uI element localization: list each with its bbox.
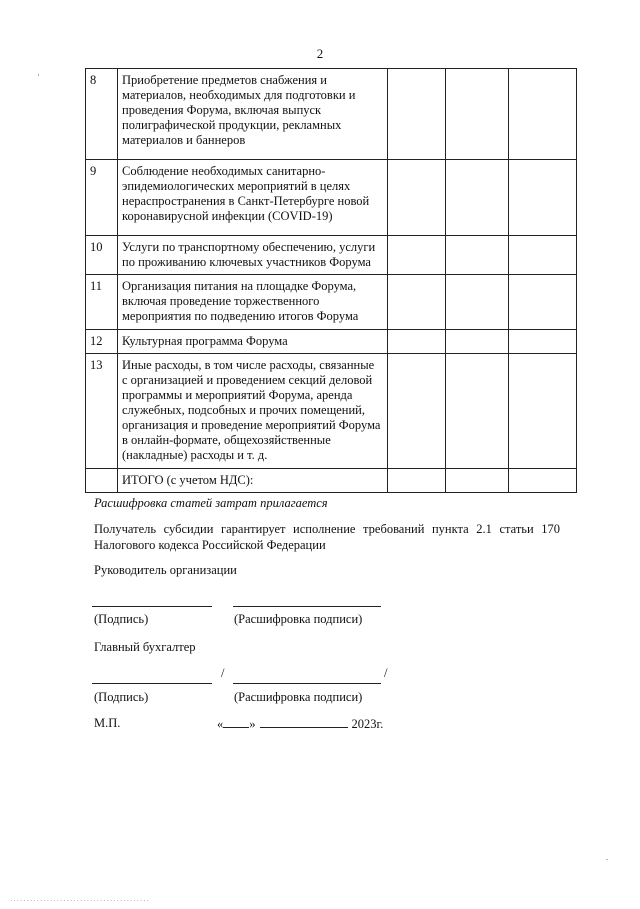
- chief-accountant-label: Главный бухгалтер: [94, 640, 196, 654]
- empty-cell: [388, 160, 446, 236]
- separator-slash: /: [221, 666, 225, 680]
- date-field: [217, 716, 383, 732]
- date-quote-close: »: [249, 717, 256, 731]
- row-description: Услуги по транспортному обеспечению, услуги по проживанию ключевых участников Форума: [118, 236, 388, 275]
- empty-cell: [509, 160, 577, 236]
- row-description: Приобретение предметов снабжения и материалов, необходимых для подготовки и проведения Форума, включая выпуск полиграфической продукции, рекламных материалов и баннеров: [118, 69, 388, 160]
- empty-cell: [509, 469, 577, 493]
- row-description: Соблюдение необходимых санитарно- эпидемиологических мероприятий в целях нераспространения в Санкт-Петербурге новой коронавирусной инфекции (COVID-19): [118, 160, 388, 236]
- budget-table: [85, 68, 577, 493]
- table-row-total: [86, 469, 577, 493]
- row-number: 12: [86, 330, 118, 354]
- scan-edge-noise: ··········································: [10, 897, 150, 905]
- row-description: Организация питания на площадке Форума, включая проведение торжественного мероприятия по подведению итогов Форума: [118, 275, 388, 330]
- accountant-decoding-caption: (Расшифровка подписи): [234, 690, 363, 704]
- empty-cell: [446, 275, 509, 330]
- row-number: 10: [86, 236, 118, 275]
- day-blank: [223, 716, 249, 728]
- empty-cell: [509, 69, 577, 160]
- empty-cell: [388, 469, 446, 493]
- row-number: 9: [86, 160, 118, 236]
- table-row: [86, 236, 577, 275]
- head-decoding-caption: (Расшифровка подписи): [234, 612, 363, 626]
- table-row: [86, 354, 577, 469]
- empty-cell: [509, 275, 577, 330]
- empty-cell: [446, 236, 509, 275]
- accountant-decoding-line: [233, 683, 381, 684]
- date-quote-open: «: [217, 717, 224, 731]
- empty-cell: [446, 354, 509, 469]
- empty-cell: [388, 69, 446, 160]
- table-row: [86, 160, 577, 236]
- scan-speck: .: [606, 853, 608, 862]
- empty-cell: [509, 354, 577, 469]
- empty-cell: [446, 160, 509, 236]
- page-number: 2: [316, 46, 324, 61]
- separator-slash: /: [384, 666, 388, 680]
- empty-cell: [509, 236, 577, 275]
- empty-cell: [446, 469, 509, 493]
- accountant-signature-caption: (Подпись): [94, 690, 149, 704]
- row-number: 13: [86, 354, 118, 469]
- table-row: [86, 69, 577, 160]
- breakdown-note: Расшифровка статей затрат прилагается: [94, 496, 328, 510]
- total-label: ИТОГО (с учетом НДС):: [118, 469, 388, 493]
- row-description: Культурная программа Форума: [118, 330, 388, 354]
- row-number: 8: [86, 69, 118, 160]
- empty-cell: [388, 275, 446, 330]
- empty-cell: [446, 69, 509, 160]
- empty-cell: [388, 354, 446, 469]
- accountant-signature-line: [92, 683, 212, 684]
- month-blank: [260, 716, 348, 728]
- row-description: Иные расходы, в том числе расходы, связанные с организацией и проведением секций деловой программы и мероприятий Форума, аренда служебных, подсобных и прочих помещений, организация и проведение мероприятий Форума в онлайн-формате, общехозяйственные (накладные) расходы и т. д.: [118, 354, 388, 469]
- table-row: [86, 275, 577, 330]
- scan-speck: ·: [37, 70, 40, 80]
- empty-cell: [446, 330, 509, 354]
- stamp-label: М.П.: [94, 716, 121, 730]
- row-number: [86, 469, 118, 493]
- head-signature-caption: (Подпись): [94, 612, 149, 626]
- table-row: [86, 330, 577, 354]
- empty-cell: [388, 236, 446, 275]
- head-of-organization-label: Руководитель организации: [94, 563, 237, 577]
- head-signature-line: [92, 606, 212, 607]
- head-decoding-line: [233, 606, 381, 607]
- year-text: 2023г.: [351, 717, 384, 731]
- empty-cell: [509, 330, 577, 354]
- empty-cell: [388, 330, 446, 354]
- row-number: 11: [86, 275, 118, 330]
- guarantee-statement: Получатель субсидии гарантирует исполнение требований пункта 2.1 статьи 170 Налогового кодекса Российской Федерации: [94, 522, 560, 552]
